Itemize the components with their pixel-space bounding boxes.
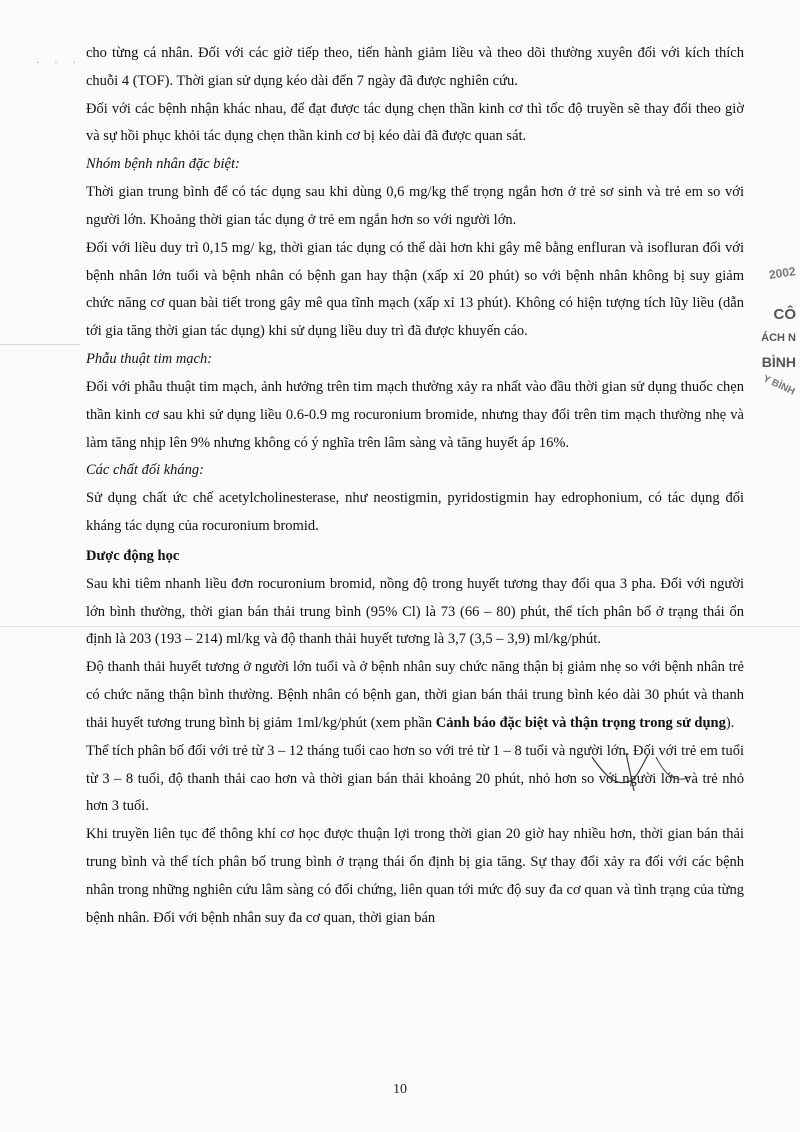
paragraph: Đối với các bệnh nhận khác nhau, để đạt được tác dụng chẹn thần kinh cơ thì tốc độ truyền sẽ thay đổi theo giờ và sự hồi phục khỏi tác dụng chẹn thần kinh cơ bị kéo dài đã được quan sát. <box>86 100 744 145</box>
paragraph: Đối với liều duy trì 0,15 mg/ kg, thời gian tác dụng có thể dài hơn khi gây mê bằng enfluran và isofluran đối với bệnh nhân lớn tuổi và bệnh nhân có bệnh gan hay thận (xấp xỉ 20 phút) so với bệnh nhân không bị suy giảm chức năng cơ quan bài tiết trong gây mê qua tĩnh mạch (xấp xỉ 13 phút). Không có hiện tượng tích lũy liều (dẫn tới gia tăng thời gian tác dụng) khi sử dụng liều duy trì đã được khuyến cáo. <box>86 239 744 340</box>
paragraph: Khi truyền liên tục để thông khí cơ học được thuận lợi trong thời gian 20 giờ hay nhiều hơn, thời gian bán thải trung bình và thể tích phân bố trung bình ở trạng thái ổn định bị gia tăng. Sự thay đổi xảy ra đối với các bệnh nhân trong những nghiên cứu lâm sàng có đối chứng, liên quan tới mức độ suy đa cơ quan và tình trạng của từng bệnh nhân. Đối với bệnh nhân suy đa cơ quan, thời gian bán <box>86 826 744 926</box>
paragraph-text: ). <box>725 714 735 731</box>
paragraph: Sử dụng chất ức chế acetylcholinesterase, như neostigmin, pyridostigmin hay edrophonium, có tác dụng đối kháng tác dụng của rocuronium bromid. <box>86 490 744 535</box>
document-page <box>86 40 744 933</box>
subheading-cardiac-surgery: Phẫu thuật tim mạch: <box>86 351 213 368</box>
paragraph <box>86 654 744 737</box>
handwritten-mark <box>586 747 696 795</box>
subheading-special-groups: Nhóm bệnh nhân đặc biệt: <box>86 156 240 173</box>
paragraph: cho từng cá nhân. Đối với các giờ tiếp theo, tiến hành giảm liều và theo dõi thường xuyên đối với kích thích chuỗi 4 (TOF). Thời gian sử dụng kéo dài đến 7 ngày đã được nghiên cứu. <box>86 45 744 89</box>
scan-line <box>0 626 800 627</box>
seal-text: ÁCH N <box>761 332 796 344</box>
side-seal-stamp <box>752 262 798 418</box>
seal-text: CÔ <box>773 306 796 323</box>
paragraph-text: Độ thanh thải huyết tương ở người lớn tuổi và ở bệnh nhân suy chức năng thận bị giảm nhẹ so với bệnh nhân trẻ có chức năng thận bình thường. Bệnh nhân có bệnh gan, thời gian bán thải trung bình kéo dài 30 phút và thanh thải huyết tương trung bình bị giảm 1ml/kg/phút (xem phần <box>86 659 744 731</box>
margin-specks: · · · <box>36 58 82 69</box>
seal-text: BÌNH <box>761 354 796 370</box>
page-number: 10 <box>393 1082 407 1097</box>
cross-reference-bold: Cảnh báo đặc biệt và thận trọng trong sử dụng <box>435 714 726 731</box>
section-heading-pharmacokinetics: Dược động học <box>86 547 180 564</box>
scan-line <box>0 344 80 345</box>
paragraph: Sau khi tiêm nhanh liều đơn rocuronium bromid, nồng độ trong huyết tương thay đổi qua 3 pha. Đối với người lớn bình thường, thời gian bán thải trung bình (95% Cl) là 73 (66 – 80) phút, thể tích phân bố ở trạng thái ổn định là 203 (193 – 214) ml/kg và độ thanh thải huyết tương là 3,7 (3,5 – 3,9) ml/kg/phút. <box>86 575 744 648</box>
paragraph: Thể tích phân bố đối với trẻ từ 3 – 12 tháng tuổi cao hơn so với trẻ từ 1 – 8 tuổi và người lớn. Đối với trẻ em tuổi từ 3 – 8 tuổi, độ thanh thải cao hơn và thời gian bán thải khoảng 20 phút, nhỏ hơn so với người lớn và trẻ nhỏ hơn 3 tuổi. <box>86 742 744 815</box>
seal-text: 2002 <box>768 264 797 282</box>
paragraph: Đối với phẫu thuật tim mạch, ảnh hưởng trên tim mạch thường xảy ra nhất vào đầu thời gian sử dụng thuốc chẹn thần kinh cơ sau khi sử dụng liều 0.6-0.9 mg rocuronium bromide, nhưng thay đổi trên tim mạch thường nhẹ và làm tăng nhịp lên 9% nhưng không có ý nghĩa trên lâm sàng và tăng huyết áp 16%. <box>86 378 744 451</box>
paragraph: Thời gian trung bình để có tác dụng sau khi dùng 0,6 mg/kg thể trọng ngắn hơn ở trẻ sơ sinh và trẻ em so với người lớn. Khoảng thời gian tác dụng ở trẻ em ngắn hơn so với người lớn. <box>86 184 744 228</box>
seal-text: Y BÌNH <box>761 373 797 398</box>
subheading-antagonists: Các chất đối kháng: <box>86 462 204 479</box>
